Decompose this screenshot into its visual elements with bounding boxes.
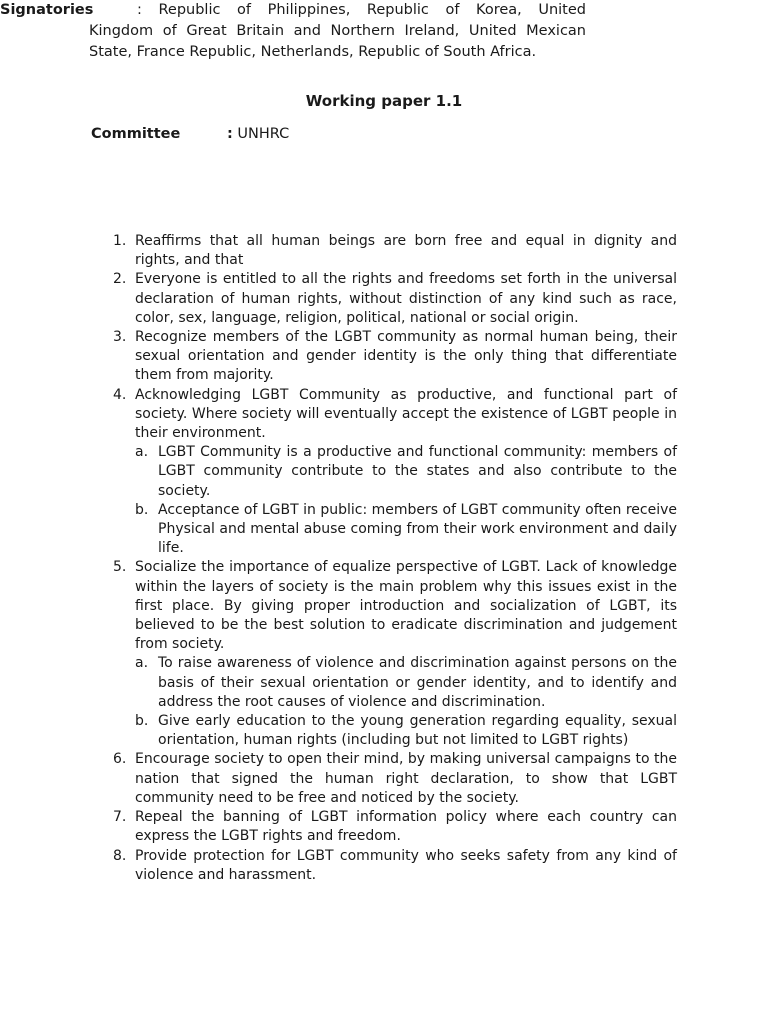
subclause-letter: a. (135, 444, 149, 461)
clause-number: 4. (113, 386, 127, 403)
subclause-letter: a. (135, 655, 149, 672)
clause-number: 8. (113, 847, 127, 864)
subclause-text: LGBT Community is a productive and functional community: members of LGBT community contribute to the states and also contribute to the society. (158, 444, 677, 499)
committee-label: Committee (91, 126, 181, 142)
signatories-first-line: : Republic of Philippines, Republic of Korea, United (137, 2, 586, 18)
clause-list (0, 232, 677, 885)
clause-number: 1. (113, 233, 127, 249)
clause-text: Reaffirms that all human beings are born free and equal in dignity and rights, and that (135, 233, 677, 269)
clause-item (0, 386, 677, 559)
subclause-letter: b. (135, 501, 149, 518)
document-title: Working paper 1.1 (305, 92, 463, 110)
subclause-text: Give early education to the young generation regarding equality, sexual orientation, human rights (including but not limited to LGBT rights) (158, 713, 677, 749)
clause-text: Provide protection for LGBT community who seeks safety from any kind of violence and harassment. (135, 847, 677, 883)
clause-text: Acknowledging LGBT Community as productive, and functional part of society. Where society will eventually accept the existence of LGBT people in their environment. (135, 386, 677, 442)
clause-number: 6. (113, 751, 127, 768)
subclause-item (135, 712, 677, 750)
committee-colon: : (227, 126, 233, 142)
clause-item (0, 558, 677, 750)
subclause-list (135, 654, 677, 750)
clause-text: Socialize the importance of equalize perspective of LGBT. Lack of knowledge within the layers of society is the main problem why this issues exist in the first place. By giving proper introduction and socialization of LGBT, its believed to be the best solution to eradicate discrimination and judgement from society. (135, 559, 677, 653)
subclause-text: To raise awareness of violence and discrimination against persons on the basis of their sexual orientation or gender identity, and to identify and address the root causes of violence and discrimination. (158, 655, 677, 710)
clause-text: Recognize members of the LGBT community as normal human being, their sexual orientation and gender identity is the only thing that differentiate them from majority. (135, 329, 677, 384)
clause-item (0, 847, 677, 885)
clause-text: Repeal the banning of LGBT information policy where each country can express the LGBT rights and freedom. (135, 809, 677, 845)
clause-number: 7. (113, 809, 127, 826)
clause-item (0, 808, 677, 846)
clause-item (0, 232, 677, 270)
committee-row (91, 126, 289, 142)
clause-item (0, 328, 677, 386)
clause-text: Encourage society to open their mind, by making universal campaigns to the nation that signed the human right declaration, to show that LGBT community need to be free and noticed by the society. (135, 751, 677, 806)
signatories-list: Kingdom of Great Britain and Northern Ireland, United Mexican State, France Republic, Netherlands, Republic of South Africa. (89, 23, 586, 60)
subclause-item (135, 443, 677, 501)
clause-number: 2. (113, 271, 127, 288)
signatories-block (0, 0, 586, 63)
subclause-item (135, 501, 677, 559)
clause-item (0, 750, 677, 808)
committee-value: UNHRC (237, 126, 290, 142)
clause-number: 5. (113, 559, 127, 576)
subclause-item (135, 654, 677, 712)
subclause-list (135, 443, 677, 558)
clause-number: 3. (113, 329, 127, 346)
clause-text: Everyone is entitled to all the rights and freedoms set forth in the universal declaration of human rights, without distinction of any kind such as race, color, sex, language, religion, political, national or social origin. (135, 271, 677, 326)
clause-item (0, 270, 677, 328)
signatories-label: Signatories (0, 2, 94, 18)
subclause-text: Acceptance of LGBT in public: members of LGBT community often receive Physical and mental abuse coming from their work environment and daily life. (158, 501, 677, 557)
subclause-letter: b. (135, 713, 149, 730)
